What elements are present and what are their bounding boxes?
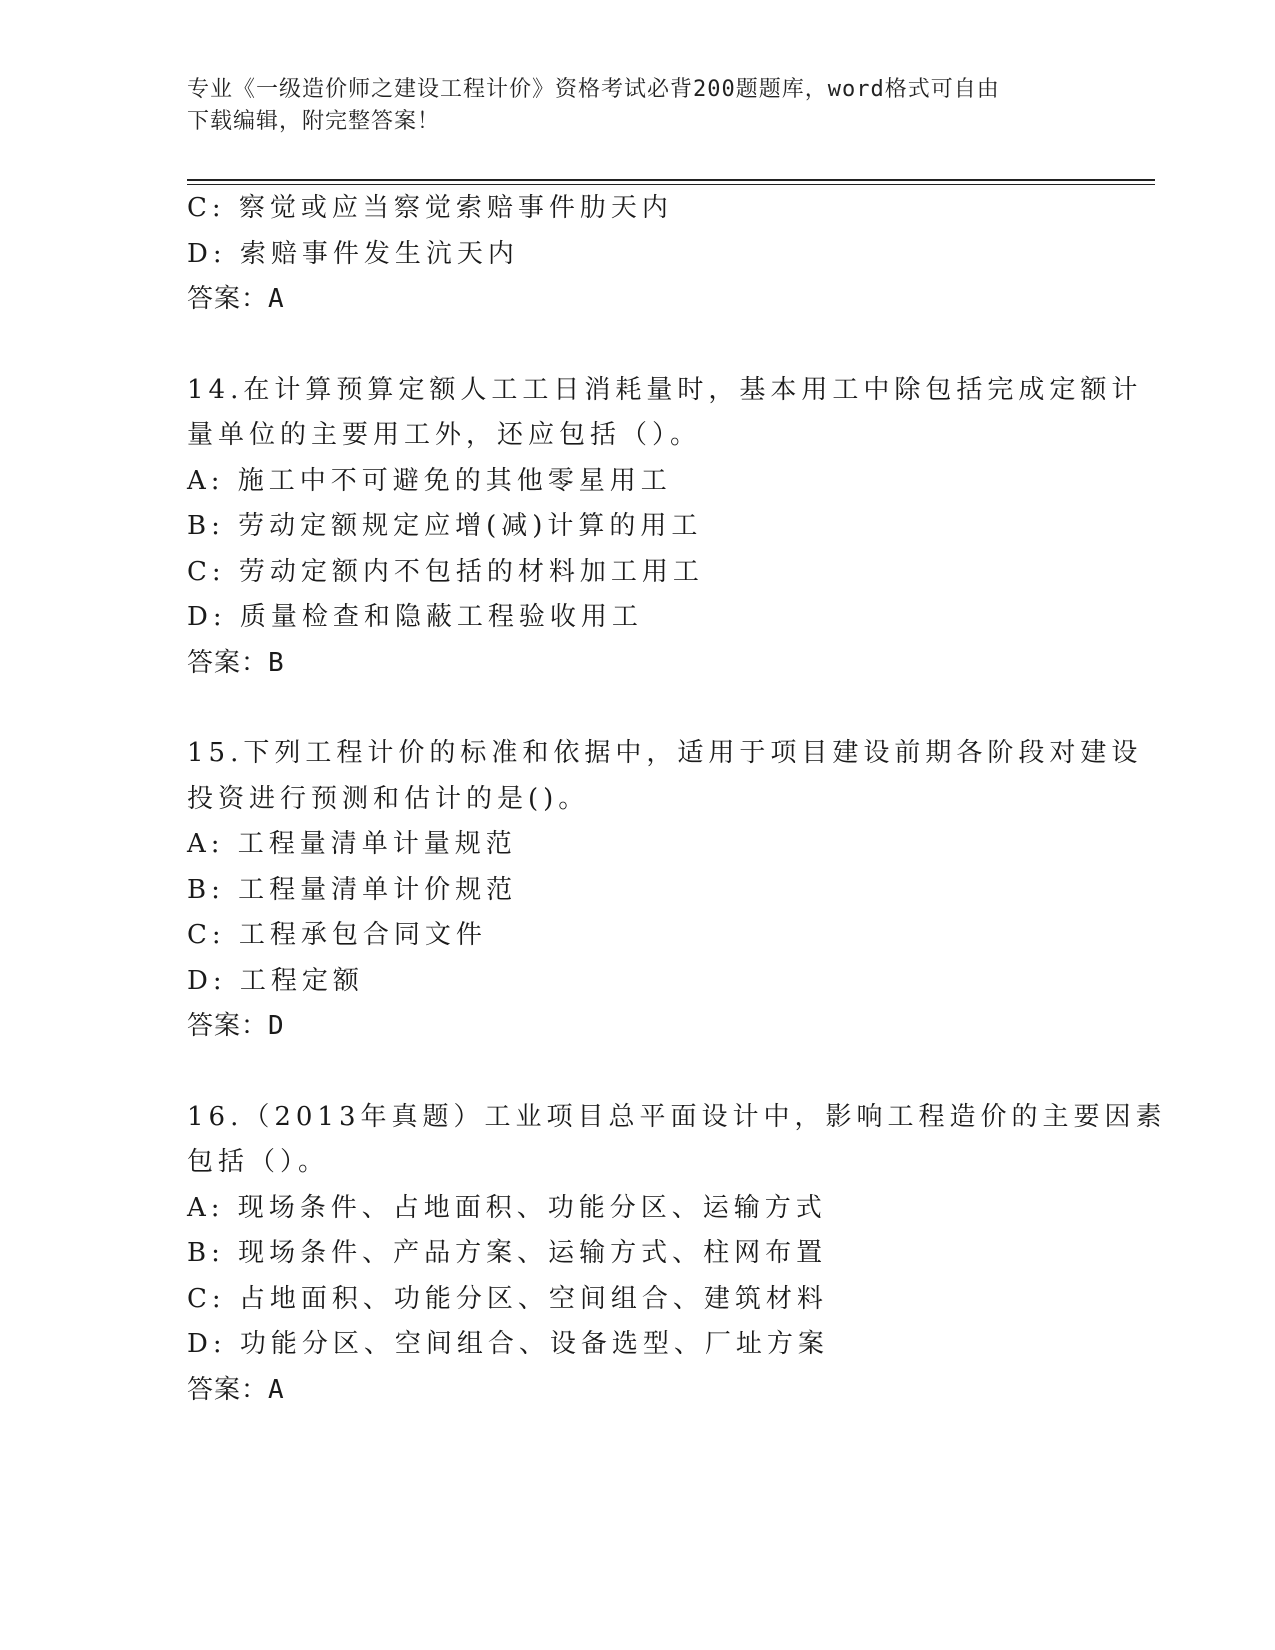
option-a: A: 现场条件、占地面积、功能分区、运输方式 — [187, 1192, 827, 1223]
option-b: B: 现场条件、产品方案、运输方式、柱网布置 — [187, 1238, 828, 1268]
spacer — [187, 323, 1087, 368]
option-d: D: 工程定额 — [187, 965, 364, 996]
answer-line: 答案：D — [187, 1011, 285, 1041]
option-a: A: 施工中不可避免的其他零星用工 — [187, 465, 672, 496]
header-line-2: 下载编辑，附完整答案！ — [187, 109, 441, 134]
answer-line: 答案：B — [187, 647, 285, 678]
header-rule-thick — [187, 179, 1155, 181]
option-d: D: 功能分区、空间组合、设备选型、厂址方案 — [187, 1329, 829, 1359]
question-stem-line-2: 包括（）。 — [187, 1147, 330, 1177]
question-list — [187, 186, 1167, 1413]
question-15 — [187, 731, 1143, 1050]
option-a: A: 工程量清单计量规范 — [187, 829, 517, 859]
question-13-continued — [187, 186, 1087, 323]
question-14 — [187, 368, 1143, 687]
header-rule-thin — [187, 184, 1155, 185]
option-b: B: 工程量清单计价规范 — [187, 874, 518, 905]
question-stem-line-1: 14.在计算预算定额人工工日消耗量时，基本用工中除包括完成定额计 — [187, 374, 1143, 405]
question-stem-line-1: 15.下列工程计价的标准和依据中，适用于项目建设前期各阶段对建设 — [187, 738, 1143, 768]
question-stem-line-1: 16.（2013年真题）工业项目总平面设计中，影响工程造价的主要因素 — [187, 1101, 1167, 1132]
question-stem-line-2: 量单位的主要用工外，还应包括（）。 — [187, 420, 702, 450]
option-c: C: 劳动定额内不包括的材料加工用工 — [187, 556, 704, 587]
question-16 — [187, 1095, 1167, 1414]
option-b: B: 劳动定额规定应增(减)计算的用工 — [187, 511, 703, 541]
option-c: C: 占地面积、功能分区、空间组合、建筑材料 — [187, 1283, 828, 1314]
option-c: C: 察觉或应当察觉索赔事件肋天内 — [187, 193, 673, 223]
spacer — [187, 686, 1087, 731]
option-c: C: 工程承包合同文件 — [187, 920, 487, 950]
option-d: D: 质量检查和隐蔽工程验收用工 — [187, 602, 643, 632]
answer-line: 答案：A — [187, 1374, 285, 1405]
option-d: D: 索赔事件发生沆天内 — [187, 238, 519, 269]
question-stem-line-2: 投资进行预测和估计的是()。 — [187, 783, 590, 814]
header-line-1: 专业《一级造价师之建设工程计价》资格考试必背200题题库，word格式可自由 — [187, 77, 1000, 102]
document-header — [187, 74, 1067, 138]
spacer — [187, 1050, 1087, 1095]
answer-line: 答案：A — [187, 284, 285, 314]
